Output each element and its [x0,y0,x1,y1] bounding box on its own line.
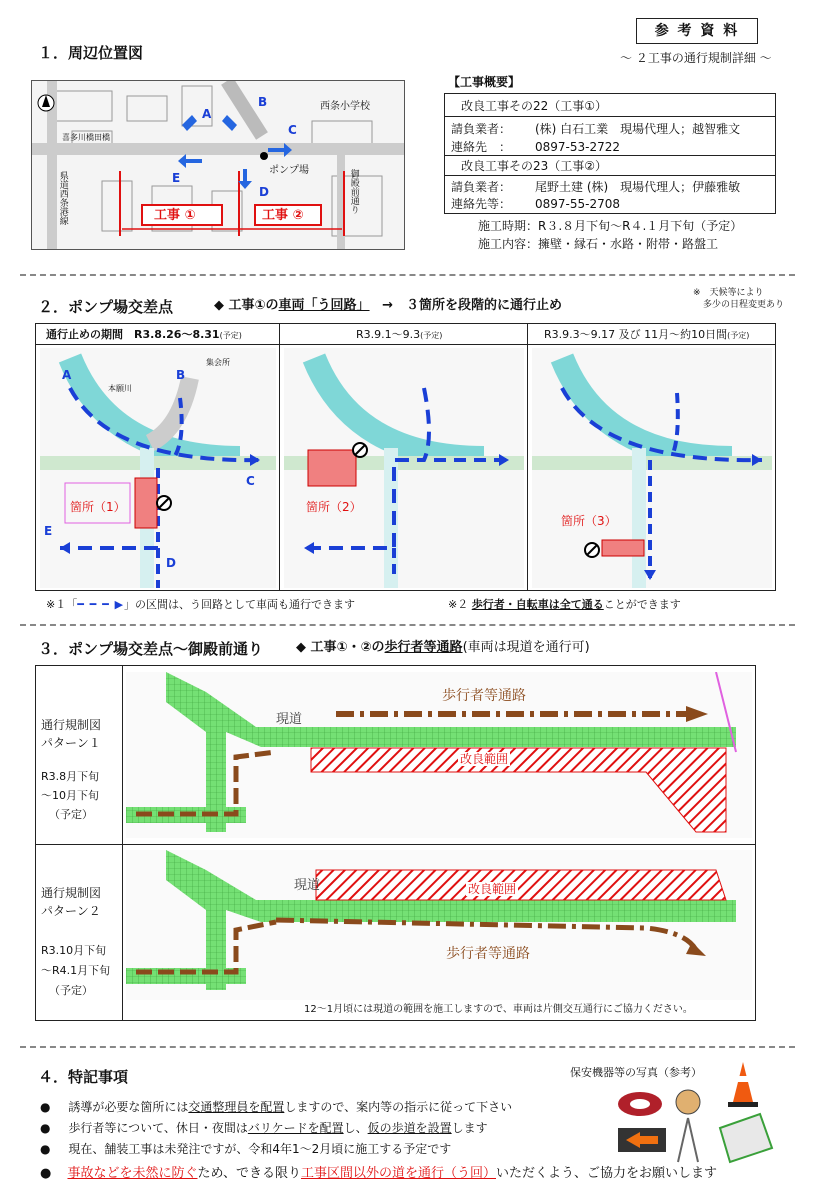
overview-table [444,93,776,214]
section3-headline-pre: ◆ 工事①・②の [296,640,385,655]
work2-contractor: 尾野土建 (株) 現場代理人；伊藤雅敏 [535,180,741,194]
note-item-1-post: しますので、案内等の指示に従って下さい [284,1100,513,1114]
panel2-header-text: R3.9.1～9.3 [356,328,421,341]
pattern2-title2: パターン２ [41,904,101,918]
map-label-b: B [258,95,268,109]
note-item-3 [40,1142,451,1156]
note-item-1-underline: 交通整理員を配置 [188,1100,285,1114]
map-label-work1: 工事 ① [154,208,196,223]
work2-contractor-label: 請負業者： [451,180,512,194]
map-label-c: C [288,123,297,137]
pattern2-date2: ～R4.1月下旬 [41,964,111,977]
work1-contractor: (株) 白石工業 現場代理人；越智雅文 [535,122,741,136]
pattern1-improve-label: 改良範囲 [460,752,509,766]
panel1-label-d: D [166,556,176,570]
pattern2-note: 12～1月頃には現道の範囲を施工しますので、車両は片側交互通行にご協力ください。 [304,1004,693,1015]
pattern2-title1: 通行規制図 [41,886,102,900]
panel1-label-e: E [44,524,53,538]
note-item-2-underline-1: バリケードを配置 [247,1121,344,1135]
bullet-icon: ● [40,1121,51,1135]
work1-name: 改良工事その22（工事①） [461,99,608,113]
panel1-header-small: (予定) [219,331,242,340]
regulation-panels [35,665,756,1021]
note-item-2-mid: し、 [343,1121,368,1135]
work2-name: 改良工事その23（工事②） [461,159,608,173]
map-label-school: 西条小学校 [320,101,370,112]
section2-headline [214,298,562,314]
footnote-2-post: ことができます [603,598,681,611]
reference-subtitle: ～ ２工事の通行規制詳細 ～ [620,51,772,65]
footnote-1 [46,598,355,611]
closure-panel-1 [40,348,276,588]
section3-headline [296,640,590,656]
hall-label: 集会所 [206,358,230,367]
note-item-1 [40,1100,512,1114]
note-item-4 [40,1166,717,1182]
panel2-header-small: (予定) [420,331,443,340]
photo-title: 保安機器等の写真（参考） [570,1066,702,1079]
footnote-1-pre: ※１「 [46,598,78,611]
note-item-2-underline-2: 仮の歩道を設置 [367,1121,452,1135]
panel1-label-a: A [62,368,72,382]
footnote-2 [448,598,681,611]
note-item-4-mid: ため、できる限り [197,1166,301,1181]
work1-contact-label: 連絡先 ： [451,140,512,154]
closure-panel-2 [284,348,524,588]
river-label: 本願川 [108,384,132,393]
panel1-label-b: B [176,368,186,382]
pattern1-road-label: 現道 [276,712,303,727]
map-label-road-east: 御殿前通り [348,169,359,214]
divider-3 [20,1046,795,1048]
section3-headline-post: (車両は現道を通行可) [462,640,590,655]
pattern1-map [126,672,752,838]
footnote-2-pre: ※２ [448,598,469,611]
work2-contact: 0897-55-2708 [535,197,621,211]
footnote-2-underline: 歩行者・自転車は全て通る [471,598,604,611]
pattern1-title2: パターン１ [41,736,101,750]
map-label-a: A [202,107,212,121]
map-label-work2: 工事 ② [262,208,304,223]
pattern1-title1: 通行規制図 [41,718,102,732]
divider-1 [20,274,795,276]
map-label-river: 喜多川橋田橋 [62,133,110,142]
note-item-4-post: いただくよう、ご協力をお願いします [496,1166,718,1181]
work2-contact-label: 連絡先等： [451,197,512,211]
pattern1-date2: ～10月下旬 [41,789,99,802]
note-item-2-pre: 歩行者等について、休日・夜間は [68,1121,248,1135]
reference-label-box [636,18,758,44]
place3-label: 箇所（3） [561,514,617,528]
construction-period: 施工時期：R３.８月下旬～R４.１月下旬（予定） [478,219,743,233]
note-item-2 [40,1121,488,1135]
bullet-icon: ● [40,1100,51,1114]
section2-headline-pre: ◆ 工事①の [214,298,279,313]
section3-title: ３．ポンプ場交差点～御殿前通り [38,640,264,658]
panel1-label-c: C [246,474,255,488]
note-item-4-underline-2: 工事区間以外の道を通行（う回） [300,1166,496,1181]
map-label-pump: ポンプ場 [269,165,309,176]
note-item-2-post: します [451,1121,488,1135]
pattern1-date3: （予定） [49,808,93,821]
place1-label: 箇所（1） [70,500,126,514]
location-map [31,80,405,250]
overview-title: 【工事概要】 [448,75,521,89]
panel2-header [356,328,442,341]
panel3-header-text: R3.9.3～9.17 及び 11月～約10日間 [544,328,728,341]
map-label-e: E [172,171,181,185]
safety-equipment-photos [610,1058,780,1168]
section2-headline-detour: 車両「う回路」 [278,298,370,313]
pattern2-ped-label: 歩行者等通路 [446,946,530,962]
bullet-icon: ● [40,1142,51,1156]
panel1-header-text: 通行止めの期間 R3.8.26～8.31 [46,328,220,341]
weather-note-2: 多少の日程変更あり [703,300,785,310]
pattern2-date3: （予定） [49,984,93,997]
section3-headline-ped: 歩行者等通路 [384,640,463,655]
map-label-road-left: 県道西条港線 [57,171,68,225]
dash-arrow-icon: ━ ━ ━ ▶ [77,598,125,611]
construction-content: 施工内容：擁壁・縁石・水路・附帯・路盤工 [478,237,719,251]
section1-title: １．周辺位置図 [38,44,144,62]
panel3-header-small: (予定) [727,331,750,340]
pattern2-date1: R3.10月下旬 [41,944,107,957]
weather-note-1: ※ 天候等により [693,288,764,298]
closure-panel-3 [532,348,772,588]
pattern1-ped-label: 歩行者等通路 [442,688,526,704]
pattern2-improve-label: 改良範囲 [468,882,517,896]
section4-title: ４．特記事項 [38,1068,129,1086]
reference-label: 参 考 資 料 [654,23,740,39]
place2-label: 箇所（2） [306,500,362,514]
bullet-icon: ● [40,1166,52,1181]
panel3-header [544,328,749,341]
closure-panels [35,323,776,591]
section2-title: ２．ポンプ場交差点 [38,298,174,316]
divider-2 [20,624,795,626]
work1-contact: 0897-53-2722 [535,140,621,154]
pattern2-road-label: 現道 [294,878,321,893]
pattern1-date1: R3.8月下旬 [41,770,100,783]
note-item-3-text: 現在、舗装工事は未発注ですが、令和4年1～2月頃に施工する予定です [68,1142,452,1156]
panel1-header [46,328,242,341]
note-item-1-pre: 誘導が必要な箇所には [68,1100,189,1114]
map-label-d: D [259,185,269,199]
footnote-1-post: 」の区間は、う回路として車両も通行できます [124,598,356,611]
pattern2-map [126,850,752,1000]
section2-headline-post: → ３箇所を段階的に通行止め [382,298,562,313]
work1-contractor-label: 請負業者： [451,122,512,136]
note-item-4-underline-1: 事故などを未然に防ぐ [67,1166,198,1181]
